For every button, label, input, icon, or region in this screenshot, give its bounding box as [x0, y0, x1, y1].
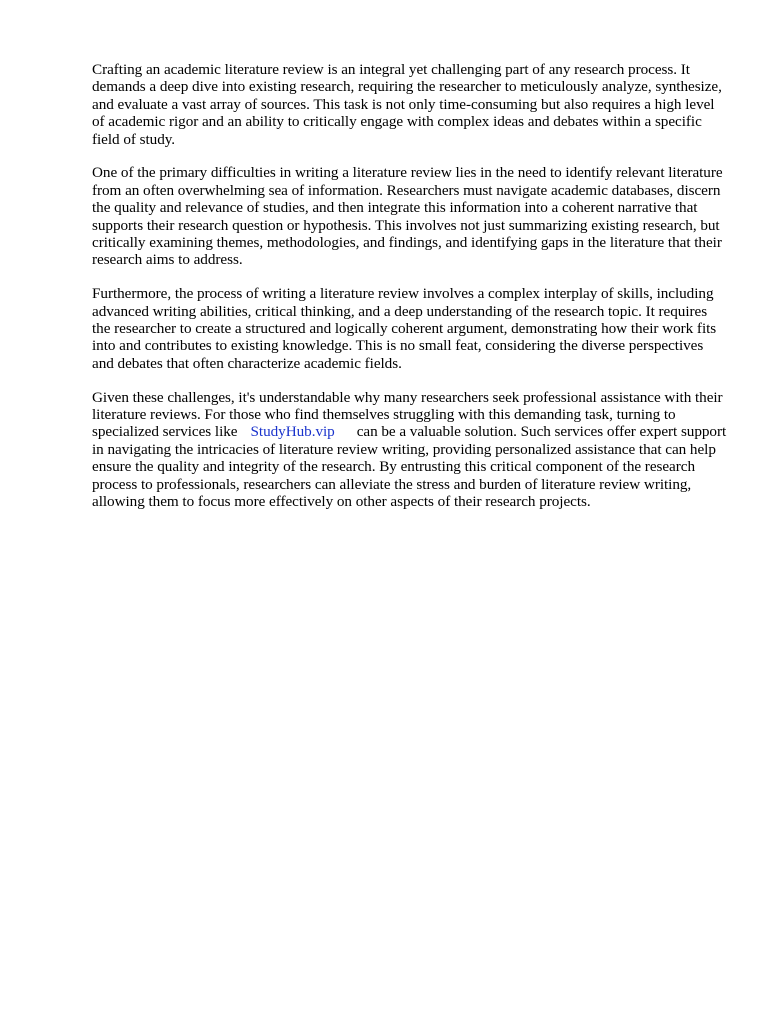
- paragraph-assistance-before: Given these challenges, it's understandable why many researchers seek professional assistance with their literature reviews. For those who find themselves struggling with this demanding task, turning to specialized services like: [92, 388, 723, 441]
- paragraph-difficulties: One of the primary difficulties in writing a literature review lies in the need to identify relevant literature from an often overwhelming sea of information. Researchers must navigate academic databases, discern the quality and relevance of studies, and then integrate this information into a coherent narrative that supports their research question or hypothesis. This involves not just summarizing existing research, but critically examining themes, methodologies, and findings, and identifying gaps in the literature that their research aims to address.: [92, 164, 723, 269]
- paragraph-intro: Crafting an academic literature review is an integral yet challenging part of any research process. It demands a deep dive into existing research, requiring the researcher to meticulously analyze, synthesize, and evaluate a vast array of sources. This task is not only time-consuming but also requires a high level of academic rigor and an ability to critically engage with complex ideas and debates within a specific field of study.: [92, 61, 722, 148]
- paragraph-assistance-after: can be a valuable solution. Such services offer expert support in navigating the intricacies of literature review writing, providing personalized assistance that can help ensure the quality and integrity of the research. By entrusting this critical component of the research process to professionals, researchers can alleviate the stress and burden of literature review writing, allowing them to focus more effectively on other aspects of their research projects.: [92, 423, 727, 511]
- paragraph-assistance: [92, 389, 728, 511]
- paragraph-skills: Furthermore, the process of writing a literature review involves a complex interplay of skills, including advanced writing abilities, critical thinking, and a deep understanding of the research topic. It requires the researcher to create a structured and logically coherent argument, demonstrating how their work fits into and contributes to existing knowledge. This is no small feat, considering the diverse perspectives and debates that often characterize academic fields.: [92, 285, 717, 372]
- studyhub-link[interactable]: StudyHub.vip: [250, 423, 335, 441]
